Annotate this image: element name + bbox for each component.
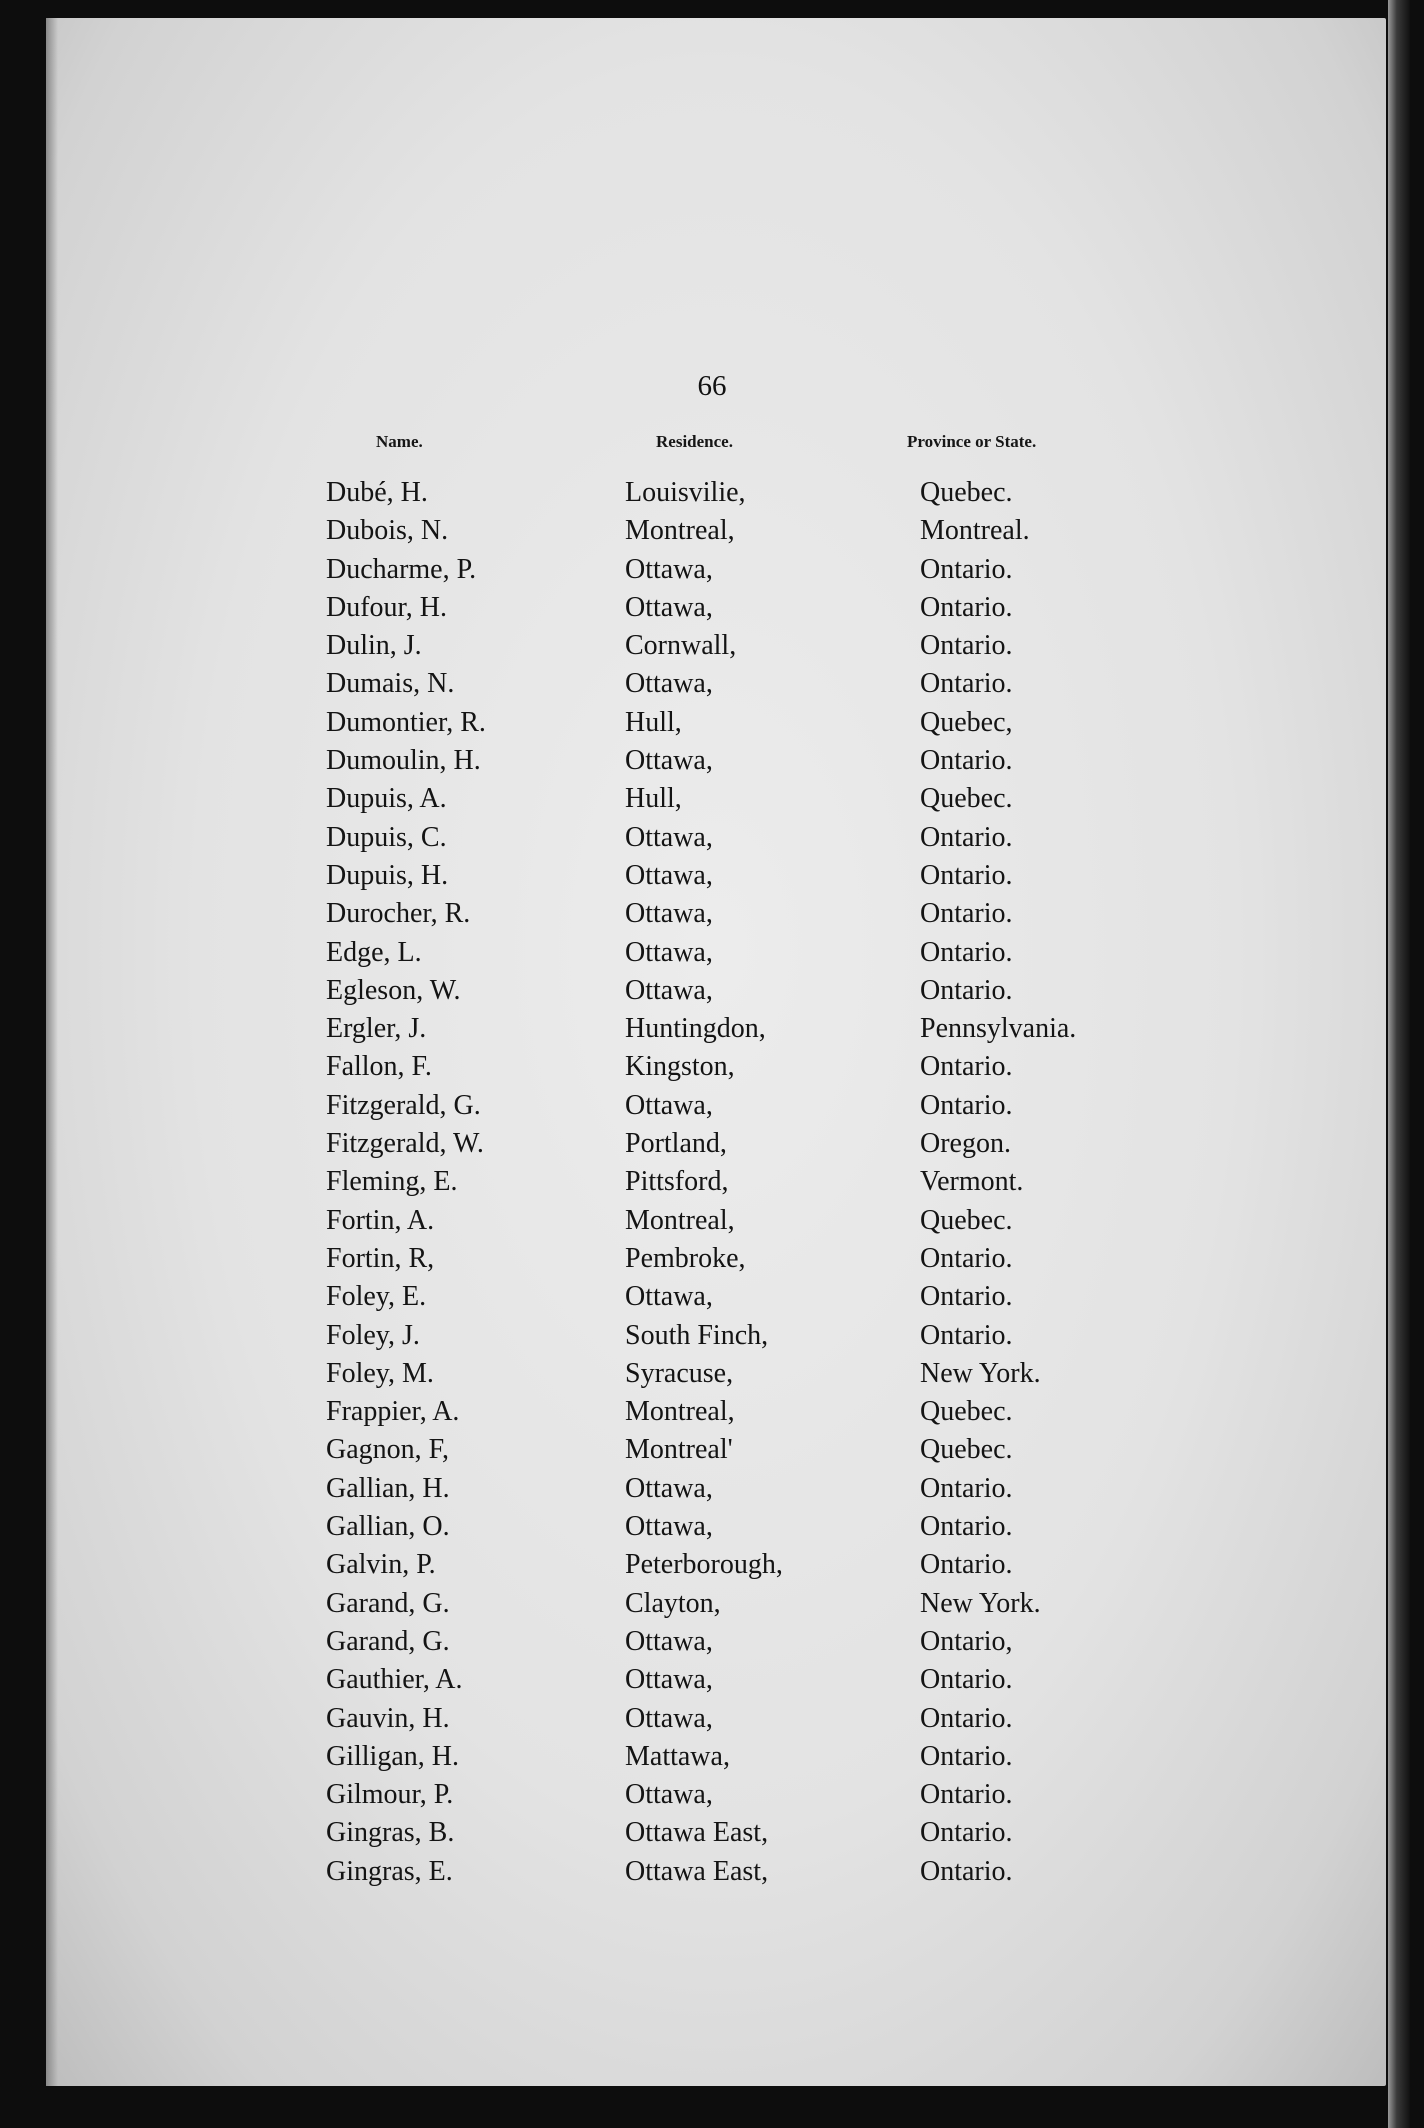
table-row <box>0 934 1424 972</box>
cell-province: Quebec. <box>920 477 1013 508</box>
cell-name: Dumontier, R. <box>326 706 486 738</box>
cell-name: Fortin, A. <box>326 1204 435 1236</box>
cell-residence: Ottawa, <box>625 974 713 1006</box>
cell-name: Gilmour, P. <box>326 1779 454 1811</box>
table-row <box>0 512 1424 550</box>
cell-province: Quebec. <box>920 1396 1013 1428</box>
cell-name: Frappier, A. <box>326 1396 460 1428</box>
cell-residence: Ottawa, <box>625 1281 713 1313</box>
cell-province: Ontario. <box>920 1051 1013 1083</box>
cell-name: Fitzgerald, G. <box>326 1089 481 1121</box>
table-row <box>0 1661 1424 1699</box>
table-row <box>0 1431 1424 1469</box>
cell-name: Dubois, N. <box>326 515 449 547</box>
page-number: 66 <box>697 370 727 402</box>
cell-province: New York. <box>920 1587 1041 1619</box>
table-row <box>0 1623 1424 1661</box>
table-row <box>0 1240 1424 1278</box>
cell-province: Montreal. <box>920 515 1030 547</box>
cell-residence: Ottawa, <box>625 745 713 777</box>
cell-name: Gingras, E. <box>326 1855 453 1887</box>
cell-name: Edge, L. <box>326 936 422 968</box>
table-row <box>0 780 1424 818</box>
table-row <box>0 1125 1424 1163</box>
cell-residence: Montreal, <box>625 1396 735 1428</box>
cell-residence: Ottawa, <box>625 591 713 623</box>
table-row <box>0 551 1424 589</box>
cell-province: Ontario. <box>920 936 1013 968</box>
table-row <box>0 1278 1424 1316</box>
cell-name: Dumais, N. <box>326 668 455 700</box>
cell-province: Ontario. <box>920 821 1013 853</box>
cell-province: Ontario. <box>920 668 1013 700</box>
cell-name: Fallon, F. <box>326 1051 432 1083</box>
cell-name: Ergler, J. <box>326 1013 427 1045</box>
table-row <box>0 1317 1424 1355</box>
cell-province: Ontario. <box>920 859 1013 891</box>
cell-name: Gauthier, A. <box>326 1664 463 1696</box>
table-row <box>0 627 1424 665</box>
table-row <box>0 1048 1424 1086</box>
cell-province: New York. <box>920 1357 1041 1389</box>
cell-province: Ontario. <box>920 1855 1013 1887</box>
cell-residence: Pembroke, <box>625 1242 746 1274</box>
cell-name: Foley, J. <box>326 1319 420 1351</box>
cell-name: Garand, G. <box>326 1587 450 1619</box>
cell-province: Quebec, <box>920 706 1013 738</box>
cell-name: Galvin, P. <box>326 1549 436 1581</box>
cell-province: Vermont. <box>920 1166 1024 1198</box>
cell-province: Ontario. <box>920 1740 1013 1772</box>
header-name: Name. <box>376 432 423 451</box>
cell-name: Gilligan, H. <box>326 1740 459 1772</box>
cell-province: Ontario. <box>920 1511 1013 1543</box>
cell-name: Dulin, J. <box>326 630 422 662</box>
cell-residence: Ottawa, <box>625 821 713 853</box>
cell-province: Ontario. <box>920 898 1013 930</box>
table-row <box>0 1853 1424 1891</box>
table-row <box>0 1738 1424 1776</box>
cell-residence: Kingston, <box>625 1051 735 1083</box>
table-row <box>0 1508 1424 1546</box>
cell-residence: Ottawa, <box>625 898 713 930</box>
cell-residence: Ottawa, <box>625 1472 713 1504</box>
table-row <box>0 742 1424 780</box>
cell-residence: Montreal, <box>625 515 735 547</box>
table-row <box>0 1700 1424 1738</box>
cell-residence: Ottawa, <box>625 1625 713 1657</box>
table-row <box>0 895 1424 933</box>
table-row <box>0 1010 1424 1048</box>
cell-residence: Syracuse, <box>625 1357 734 1389</box>
cell-name: Gauvin, H. <box>326 1702 450 1734</box>
cell-name: Egleson, W. <box>326 974 461 1006</box>
table-row <box>0 1546 1424 1584</box>
header-residence: Residence. <box>656 432 733 451</box>
cell-province: Ontario. <box>920 1319 1013 1351</box>
header-province: Province or State. <box>907 432 1037 451</box>
cell-residence: Ottawa, <box>625 668 713 700</box>
cell-residence: Ottawa, <box>625 1089 713 1121</box>
cell-province: Ontario, <box>920 1625 1013 1657</box>
cell-residence: Louisvilie, <box>625 477 746 508</box>
table-row <box>0 972 1424 1010</box>
cell-residence: Clayton, <box>625 1587 721 1619</box>
table-row <box>0 1202 1424 1240</box>
cell-residence: Ottawa, <box>625 1702 713 1734</box>
cell-name: Dupuis, A. <box>326 783 447 815</box>
table-row <box>0 474 1424 512</box>
cell-residence: Ottawa, <box>625 1664 713 1696</box>
cell-name: Gingras, B. <box>326 1817 455 1849</box>
cell-residence: Mattawa, <box>625 1740 730 1772</box>
cell-name: Dumoulin, H. <box>326 745 481 777</box>
cell-province: Ontario. <box>920 1242 1013 1274</box>
cell-residence: Huntingdon, <box>625 1013 766 1045</box>
cell-name: Dupuis, H. <box>326 859 449 891</box>
cell-name: Garand, G. <box>326 1625 450 1657</box>
table-row <box>0 589 1424 627</box>
cell-residence: Cornwall, <box>625 630 737 662</box>
table-row <box>0 704 1424 742</box>
cell-residence: Ottawa East, <box>625 1817 769 1849</box>
table-row <box>0 1393 1424 1431</box>
cell-province: Quebec. <box>920 1204 1013 1236</box>
cell-name: Gagnon, F, <box>326 1434 449 1466</box>
cell-province: Quebec. <box>920 1434 1013 1466</box>
cell-name: Foley, E. <box>326 1281 427 1313</box>
cell-residence: Ottawa, <box>625 1779 713 1811</box>
table-row <box>0 1355 1424 1393</box>
cell-name: Dubé, H. <box>326 477 428 508</box>
cell-name: Foley, M. <box>326 1357 434 1389</box>
cell-residence: Ottawa, <box>625 859 713 891</box>
cell-province: Ontario. <box>920 1089 1013 1121</box>
table-row <box>0 665 1424 703</box>
cell-province: Ontario. <box>920 1779 1013 1811</box>
cell-province: Ontario. <box>920 1472 1013 1504</box>
cell-name: Fleming, E. <box>326 1166 458 1198</box>
table-row <box>0 1163 1424 1201</box>
table-row <box>0 857 1424 895</box>
cell-residence: Ottawa, <box>625 1511 713 1543</box>
cell-name: Dufour, H. <box>326 591 447 623</box>
cell-province: Ontario. <box>920 1549 1013 1581</box>
cell-province: Quebec. <box>920 783 1013 815</box>
table-row <box>0 1470 1424 1508</box>
cell-province: Ontario. <box>920 974 1013 1006</box>
cell-province: Ontario. <box>920 630 1013 662</box>
cell-name: Dupuis, C. <box>326 821 447 853</box>
cell-province: Ontario. <box>920 745 1013 777</box>
table-row <box>0 819 1424 857</box>
cell-residence: Portland, <box>625 1128 727 1160</box>
cell-name: Durocher, R. <box>326 898 471 930</box>
cell-province: Ontario. <box>920 1817 1013 1849</box>
cell-name: Fortin, R, <box>326 1242 435 1274</box>
cell-residence: Montreal' <box>625 1434 733 1466</box>
roster-list <box>0 474 1424 1891</box>
cell-province: Ontario. <box>920 1702 1013 1734</box>
cell-name: Fitzgerald, W. <box>326 1128 484 1160</box>
cell-residence: Ottawa, <box>625 936 713 968</box>
cell-residence: South Finch, <box>625 1319 769 1351</box>
cell-province: Ontario. <box>920 1664 1013 1696</box>
cell-province: Oregon. <box>920 1128 1011 1160</box>
cell-province: Pennsylvania. <box>920 1013 1077 1045</box>
cell-name: Ducharme, P. <box>326 553 477 585</box>
cell-province: Ontario. <box>920 553 1013 585</box>
cell-province: Ontario. <box>920 591 1013 623</box>
cell-name: Gallian, H. <box>326 1472 450 1504</box>
cell-name: Gallian, O. <box>326 1511 450 1543</box>
cell-residence: Peterborough, <box>625 1549 783 1581</box>
table-row <box>0 1776 1424 1814</box>
table-row <box>0 1814 1424 1852</box>
table-row <box>0 1087 1424 1125</box>
cell-residence: Hull, <box>625 706 682 738</box>
cell-province: Ontario. <box>920 1281 1013 1313</box>
cell-residence: Hull, <box>625 783 682 815</box>
cell-residence: Ottawa East, <box>625 1855 769 1887</box>
cell-residence: Montreal, <box>625 1204 735 1236</box>
cell-residence: Pittsford, <box>625 1166 729 1198</box>
cell-residence: Ottawa, <box>625 553 713 585</box>
table-row <box>0 1585 1424 1623</box>
